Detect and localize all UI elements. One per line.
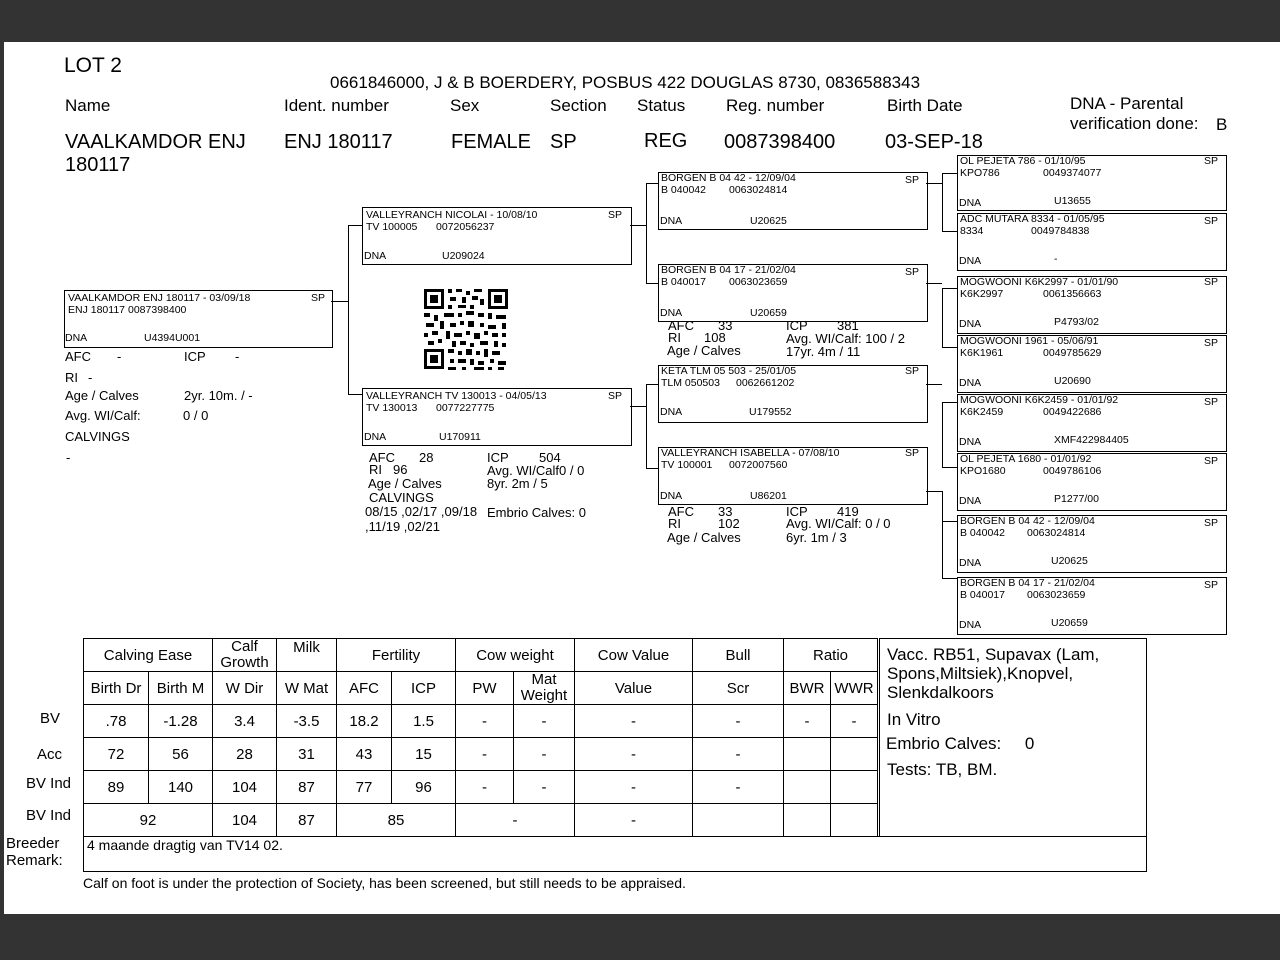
bv-wwr: - <box>831 705 878 738</box>
embrio-calves-note: Embrio Calves: 0 <box>886 734 1035 753</box>
ind2-bull <box>693 804 784 837</box>
sire-sp: SP <box>608 209 623 221</box>
ggp4-dna-label: DNA <box>959 377 982 389</box>
ggp5-dna: XMF422984405 <box>1054 434 1129 446</box>
gp4-title: VALLEYRANCH ISABELLA - 07/08/10 <box>661 447 840 459</box>
dam-box <box>362 388 632 446</box>
acc-birth-dr: 72 <box>84 738 149 771</box>
group-ratio: Ratio <box>784 639 878 672</box>
group-calving-ease: Calving Ease <box>84 639 213 672</box>
ggp4-dna: U20690 <box>1054 375 1091 387</box>
great-grandparent-box-3 <box>957 276 1227 334</box>
ggp5-id: K6K2459 <box>960 406 1004 418</box>
gp3-reg: 0062661202 <box>736 377 795 389</box>
great-grandparent-box-2 <box>957 213 1227 271</box>
col-scr: Scr <box>693 672 784 705</box>
dam-calvings-label: CALVINGS <box>369 490 434 505</box>
gp3-dna-label: DNA <box>660 406 683 418</box>
acc-pw: - <box>456 738 514 771</box>
dam-afc-label: AFC <box>369 450 395 465</box>
grandparent-box-1 <box>658 172 928 230</box>
col-pw: PW <box>456 672 514 705</box>
gp1-id: B 040042 <box>661 184 706 196</box>
col-wwr: WWR <box>831 672 878 705</box>
ggp7-sp: SP <box>1204 517 1219 529</box>
dam-afc: 28 <box>419 450 434 465</box>
subject-reg: 0087398400 <box>128 304 187 316</box>
ind-icp: 96 <box>392 771 456 804</box>
gp2-dna: U20659 <box>750 307 787 319</box>
gp3-title: KETA TLM 05 503 - 25/01/05 <box>661 365 797 377</box>
ind-bwr <box>784 771 831 804</box>
ind2-wwr <box>831 804 878 837</box>
gp4-age: 6yr. 1m / 3 <box>786 530 847 545</box>
sire-dna: U209024 <box>442 250 485 262</box>
gp2-afc: 33 <box>718 318 733 333</box>
row-label-bv-ind: BV Ind <box>26 775 72 792</box>
bv-scr: - <box>693 705 784 738</box>
ggp5-dna-label: DNA <box>959 436 982 448</box>
ggp3-title: MOGWOONI K6K2997 - 01/01/90 <box>960 276 1119 288</box>
dam-reg: 0077227775 <box>436 402 495 414</box>
remark-box <box>83 836 1147 872</box>
ggp6-reg: 0049786106 <box>1043 465 1102 477</box>
great-grandparent-box-4 <box>957 335 1227 393</box>
ind-mat-weight: - <box>514 771 575 804</box>
bv-w-dir: 3.4 <box>213 705 277 738</box>
subject-icp: - <box>235 349 240 364</box>
acc-birth-m: 56 <box>149 738 213 771</box>
ind-pw: - <box>456 771 514 804</box>
gp4-icp-label: ICP <box>786 504 808 519</box>
label-name: Name <box>65 96 111 115</box>
gp4-dna: U86201 <box>750 490 787 502</box>
bv-pw: - <box>456 705 514 738</box>
dam-age: 8yr. 2m / 5 <box>487 476 548 491</box>
animal-sex: FEMALE <box>451 131 532 153</box>
acc-afc: 43 <box>337 738 392 771</box>
tests-note: Tests: TB, BM. <box>887 760 998 779</box>
row-label-bv: BV <box>40 710 61 727</box>
subject-calvings-label: CALVINGS <box>65 429 130 444</box>
ggp2-dna-label: DNA <box>959 255 982 267</box>
subject-wi: 0 / 0 <box>183 408 209 423</box>
animal-ident: ENJ 180117 <box>284 131 393 153</box>
bv-bwr: - <box>784 705 831 738</box>
grandparent-box-2 <box>658 264 928 322</box>
label-section: Section <box>550 96 607 115</box>
label-status: Status <box>637 96 686 115</box>
bv-icp: 1.5 <box>392 705 456 738</box>
bv-afc: 18.2 <box>337 705 392 738</box>
row-label-bv-ind-2: BV Ind <box>26 807 72 824</box>
ggp2-sp: SP <box>1204 215 1219 227</box>
remark-label-1: Breeder <box>6 835 60 852</box>
notes-box <box>879 638 1147 838</box>
ggp6-dna-label: DNA <box>959 495 982 507</box>
gp3-id: TLM 050503 <box>661 377 720 389</box>
ggp3-dna-label: DNA <box>959 318 982 330</box>
dam-icp-label: ICP <box>487 450 509 465</box>
ind-w-dir: 104 <box>213 771 277 804</box>
label-birth: Birth Date <box>887 96 963 115</box>
gp2-dna-label: DNA <box>660 307 683 319</box>
grandparent-box-3 <box>658 365 928 423</box>
gp2-sp: SP <box>905 266 920 278</box>
col-w-mat: W Mat <box>277 672 337 705</box>
ind2-fertility: 85 <box>337 804 456 837</box>
sire-id: TV 100005 <box>366 221 418 233</box>
subject-calvings: - <box>66 450 71 465</box>
ind-wwr <box>831 771 878 804</box>
great-grandparent-box-8 <box>957 577 1227 635</box>
gp2-afc-label: AFC <box>668 318 694 333</box>
group-cow-weight: Cow weight <box>456 639 575 672</box>
table-row-acc <box>84 738 878 771</box>
gp2-age: 17yr. 4m / 11 <box>786 344 861 359</box>
ggp8-id: B 040017 <box>960 589 1005 601</box>
bv-birth-m: -1.28 <box>149 705 213 738</box>
subject-ri: - <box>88 370 93 385</box>
sire-dna-label: DNA <box>364 250 387 262</box>
great-grandparent-box-1 <box>957 155 1227 211</box>
ggp5-sp: SP <box>1204 396 1219 408</box>
grandparent-box-4 <box>658 447 928 505</box>
animal-status: REG <box>644 130 688 152</box>
gp2-icp: 381 <box>837 318 859 333</box>
table-row-bv-ind <box>84 771 878 804</box>
ggp6-title: OL PEJETA 1680 - 01/01/92 <box>960 453 1092 465</box>
ggp1-title: OL PEJETA 786 - 01/10/95 <box>960 155 1086 167</box>
gp4-sp: SP <box>905 447 920 459</box>
subject-box <box>64 290 333 348</box>
gp1-title: BORGEN B 04 42 - 12/09/04 <box>661 172 796 184</box>
ind-w-mat: 87 <box>277 771 337 804</box>
animal-name-2: 180117 <box>65 154 131 176</box>
subject-dna-label: DNA <box>65 332 88 344</box>
ggp2-dna: - <box>1054 253 1058 265</box>
col-w-dir: W Dir <box>213 672 277 705</box>
group-milk: Milk <box>277 639 337 672</box>
acc-mat-weight: - <box>514 738 575 771</box>
ggp5-title: MOGWOONI K6K2459 - 01/01/92 <box>960 394 1119 406</box>
ggp7-reg: 0063024814 <box>1027 527 1086 539</box>
label-ident: Ident. number <box>284 96 389 115</box>
sire-title: VALLEYRANCH NICOLAI - 10/08/10 <box>366 209 538 221</box>
ggp8-reg: 0063023659 <box>1027 589 1086 601</box>
group-cow-value: Cow Value <box>575 639 693 672</box>
ggp4-sp: SP <box>1204 337 1219 349</box>
bv-mat-weight: - <box>514 705 575 738</box>
ggp4-reg: 0049785629 <box>1043 347 1102 359</box>
breeder-line: 0661846000, J & B BOERDERY, POSBUS 422 DOUGLAS 8730, 0836588343 <box>330 73 921 92</box>
dam-embrio: Embrio Calves: 0 <box>487 505 586 520</box>
gp4-ri: 102 <box>718 516 740 531</box>
dam-dna: U170911 <box>439 431 481 443</box>
gp3-dna: U179552 <box>749 406 792 418</box>
subject-ident: ENJ 180117 <box>68 304 126 316</box>
acc-bwr <box>784 738 831 771</box>
ggp5-reg: 0049422686 <box>1043 406 1102 418</box>
ind2-bwr <box>784 804 831 837</box>
dam-ri: 96 <box>393 462 408 477</box>
col-value: Value <box>575 672 693 705</box>
subject-ri-label: RI <box>65 370 78 385</box>
subject-age: 2yr. 10m. / - <box>184 388 253 403</box>
subject-title: VAALKAMDOR ENJ 180117 - 03/09/18 <box>68 292 251 304</box>
bv-value: - <box>575 705 693 738</box>
ind-afc: 77 <box>337 771 392 804</box>
ggp7-dna-label: DNA <box>959 557 982 569</box>
gp2-icp-label: ICP <box>786 318 808 333</box>
gp2-id: B 040017 <box>661 276 706 288</box>
ggp7-id: B 040042 <box>960 527 1005 539</box>
sire-box <box>362 207 632 265</box>
gp1-dna-label: DNA <box>660 215 683 227</box>
ggp1-dna: U13655 <box>1054 195 1091 207</box>
great-grandparent-box-6 <box>957 453 1227 511</box>
col-icp: ICP <box>392 672 456 705</box>
subject-sp: SP <box>311 292 326 304</box>
gp2-age-label: Age / Calves <box>667 343 741 358</box>
ggp2-title: ADC MUTARA 8334 - 01/05/95 <box>960 213 1105 225</box>
gp2-ri-label: RI <box>668 330 681 345</box>
acc-w-mat: 31 <box>277 738 337 771</box>
dam-wi: Avg. WI/Calf0 / 0 <box>487 463 585 478</box>
row-label-acc: Acc <box>37 746 63 763</box>
acc-wwr <box>831 738 878 771</box>
ind2-calving-ease: 92 <box>84 804 213 837</box>
great-grandparent-box-5 <box>957 394 1227 452</box>
group-bull: Bull <box>693 639 784 672</box>
gp4-afc: 33 <box>718 504 733 519</box>
ggp3-id: K6K2997 <box>960 288 1004 300</box>
ggp8-sp: SP <box>1204 579 1219 591</box>
gp2-reg: 0063023659 <box>729 276 788 288</box>
gp1-reg: 0063024814 <box>729 184 788 196</box>
gp2-ri: 108 <box>704 330 726 345</box>
ggp8-title: BORGEN B 04 17 - 21/02/04 <box>960 577 1095 589</box>
ggp2-id: 8334 <box>960 225 984 237</box>
gp2-wi: Avg. WI/Calf: 100 / 2 <box>786 331 905 346</box>
gp1-dna: U20625 <box>750 215 787 227</box>
dam-sp: SP <box>608 390 623 402</box>
ggp7-dna: U20625 <box>1051 555 1088 567</box>
sire-reg: 0072056237 <box>436 221 495 233</box>
ggp6-dna: P1277/00 <box>1054 493 1099 505</box>
ind2-calf-growth: 104 <box>213 804 277 837</box>
ggp1-reg: 0049374077 <box>1043 167 1102 179</box>
ggp4-title: MOGWOONI 1961 - 05/06/91 <box>960 335 1099 347</box>
subject-icp-label: ICP <box>184 349 206 364</box>
ind2-cow-value: - <box>575 804 693 837</box>
gp4-reg: 0072007560 <box>729 459 788 471</box>
col-birth-m: Birth M <box>149 672 213 705</box>
ggp8-dna: U20659 <box>1051 617 1088 629</box>
gp1-sp: SP <box>905 174 920 186</box>
ggp2-reg: 0049784838 <box>1031 225 1090 237</box>
lot-number: LOT 2 <box>64 54 122 77</box>
dam-ri-label: RI <box>369 462 382 477</box>
gp4-icp: 419 <box>837 504 859 519</box>
table-row-bv <box>84 705 878 738</box>
table-row-bv-ind-combined <box>84 804 878 837</box>
breeding-values-table <box>83 638 878 837</box>
ind-value: - <box>575 771 693 804</box>
ind-scr: - <box>693 771 784 804</box>
vaccination-note: Vacc. RB51, Supavax (Lam, Spons,Miltsiek),Knopvel, Slenkdalkoors <box>887 645 1100 702</box>
gp4-wi: Avg. WI/Calf: 0 / 0 <box>786 516 891 531</box>
acc-icp: 15 <box>392 738 456 771</box>
subject-dna: U4394U001 <box>144 332 201 344</box>
gp4-ri-label: RI <box>668 516 681 531</box>
dam-calvings-1: 08/15 ,02/17 ,09/18 <box>365 504 478 519</box>
gp4-dna-label: DNA <box>660 490 683 502</box>
gp2-title: BORGEN B 04 17 - 21/02/04 <box>661 264 796 276</box>
bv-w-mat: -3.5 <box>277 705 337 738</box>
animal-reg: 0087398400 <box>724 131 836 153</box>
gp4-id: TV 100001 <box>661 459 713 471</box>
ggp3-sp: SP <box>1204 276 1219 288</box>
bv-birth-dr: .78 <box>84 705 149 738</box>
animal-birth: 03-SEP-18 <box>885 131 983 153</box>
ggp8-dna-label: DNA <box>959 619 982 631</box>
acc-scr: - <box>693 738 784 771</box>
qr-code-icon <box>422 287 510 371</box>
ggp1-dna-label: DNA <box>959 197 982 209</box>
subject-age-label: Age / Calves <box>65 388 139 403</box>
subject-afc-label: AFC <box>65 349 91 364</box>
animal-name-1: VAALKAMDOR ENJ <box>65 131 246 153</box>
animal-section: SP <box>550 131 577 153</box>
gp4-afc-label: AFC <box>668 504 694 519</box>
great-grandparent-box-7 <box>957 515 1227 573</box>
group-fertility: Fertility <box>337 639 456 672</box>
ggp4-id: K6K1961 <box>960 347 1004 359</box>
in-vitro-note: In Vitro <box>887 710 941 729</box>
ggp1-id: KPO786 <box>960 167 1000 179</box>
dna-verification-value: B <box>1216 115 1228 134</box>
gp3-sp: SP <box>905 365 920 377</box>
gp4-age-label: Age / Calves <box>667 530 741 545</box>
ind-birth-dr: 89 <box>84 771 149 804</box>
col-birth-dr: Birth Dr <box>84 672 149 705</box>
label-dna-1: DNA - Parental <box>1070 94 1184 113</box>
group-calf-growth: Calf Growth <box>213 639 277 672</box>
ggp6-id: KPO1680 <box>960 465 1006 477</box>
acc-value: - <box>575 738 693 771</box>
ggp3-reg: 0061356663 <box>1043 288 1102 300</box>
ind-birth-m: 140 <box>149 771 213 804</box>
subject-afc: - <box>117 349 122 364</box>
col-mat-weight: Mat Weight <box>514 672 575 705</box>
label-reg: Reg. number <box>726 96 825 115</box>
ggp7-title: BORGEN B 04 42 - 12/09/04 <box>960 515 1095 527</box>
col-bwr: BWR <box>784 672 831 705</box>
ind2-cow-weight: - <box>456 804 575 837</box>
breeder-remark: 4 maande dragtig van TV14 02. <box>87 837 283 853</box>
footer-note: Calf on foot is under the protection of Society, has been screened, but still needs to be appraised. <box>83 875 686 891</box>
dam-id: TV 130013 <box>366 402 418 414</box>
ind2-milk: 87 <box>277 804 337 837</box>
dam-title: VALLEYRANCH TV 130013 - 04/05/13 <box>366 390 547 402</box>
dam-age-label: Age / Calves <box>368 476 442 491</box>
ggp3-dna: P4793/02 <box>1054 316 1099 328</box>
acc-w-dir: 28 <box>213 738 277 771</box>
ggp6-sp: SP <box>1204 455 1219 467</box>
remark-label-2: Remark: <box>6 852 63 869</box>
col-afc: AFC <box>337 672 392 705</box>
dam-calvings-2: ,11/19 ,02/21 <box>365 519 440 534</box>
label-dna-2: verification done: <box>1070 114 1199 133</box>
label-sex: Sex <box>450 96 480 115</box>
dam-icp: 504 <box>539 450 561 465</box>
ggp1-sp: SP <box>1204 155 1219 167</box>
subject-wi-label: Avg. WI/Calf: <box>65 408 141 423</box>
dam-dna-label: DNA <box>364 431 387 443</box>
